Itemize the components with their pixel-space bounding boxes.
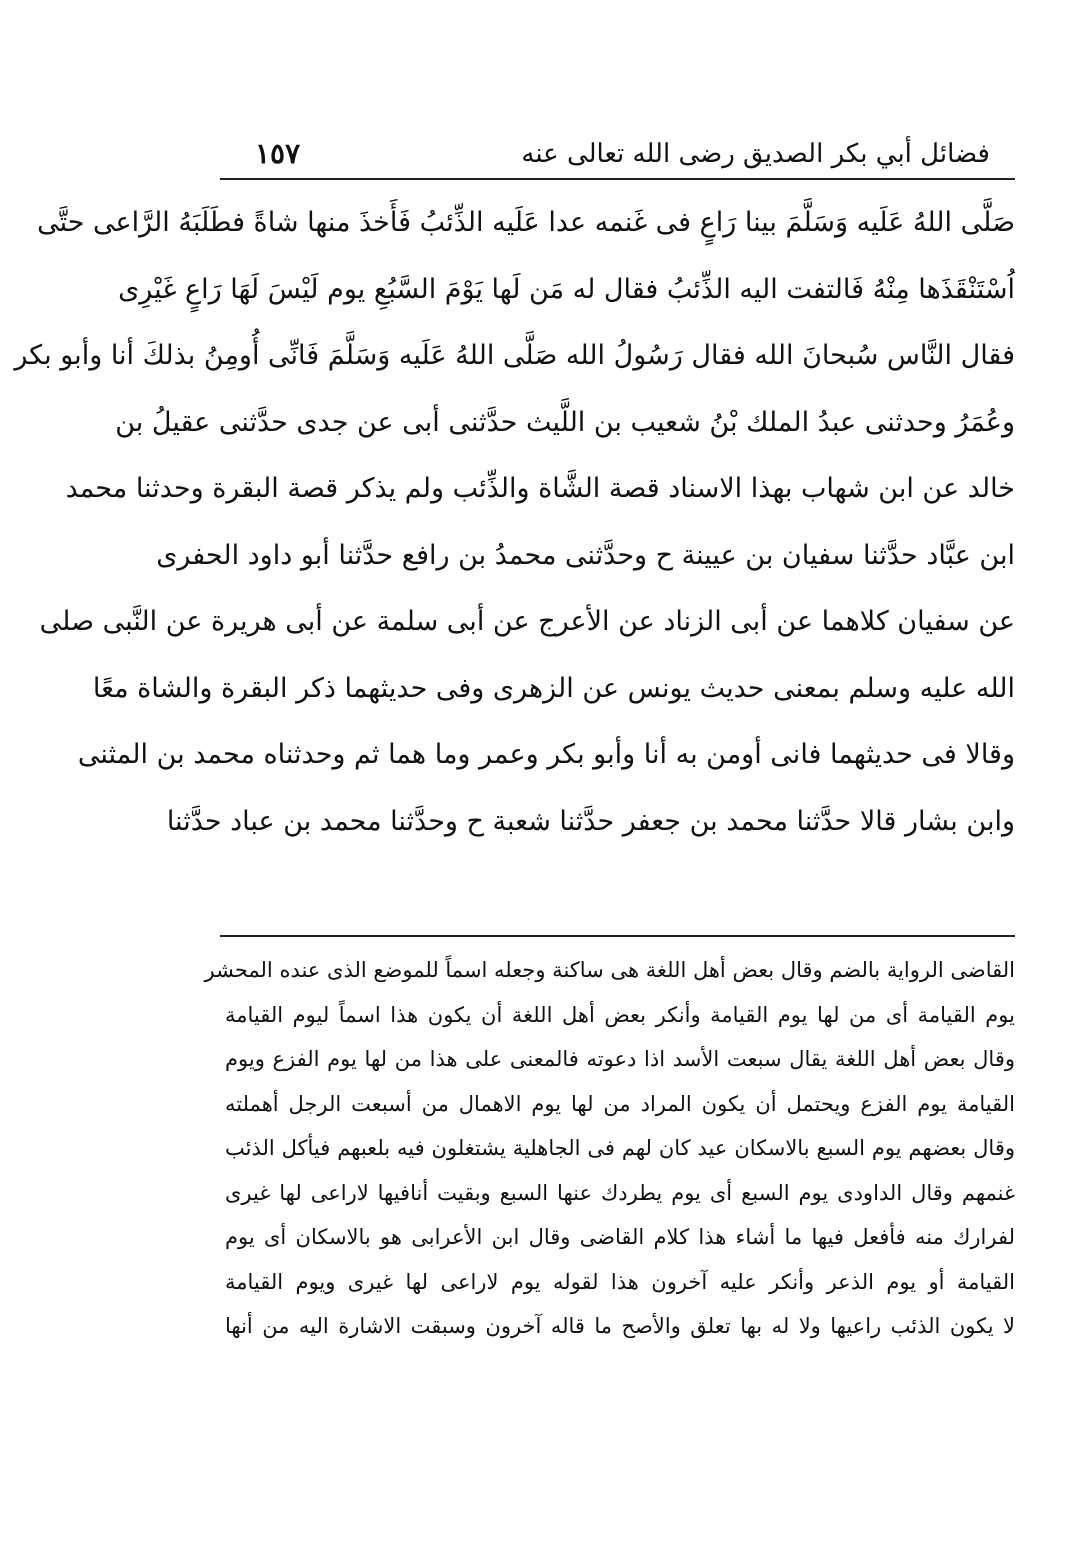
header-rule [220,178,1015,180]
footnote-line: وقال بعض أهل اللغة يقال سبعت الأسد اذا دعوته فالمعنى على هذا من لها يوم الفزع ويوم [225,1047,1015,1071]
footnote-block [204,948,1015,1349]
page-number: ١٥٧ [255,137,301,170]
main-text-line: وقالا فى حديثهما فانى أومن به أنا وأبو بكر وعمر وما هما ثم وحدثناه محمد بن المثنى [77,739,1015,770]
main-text-line: صَلَّى اللهُ عَلَيه وَسَلَّمَ بينا رَاعٍ فى غَنمه عدا عَلَيه الذِّئبُ فَأَخذَ منها شاةً فطَلَبَهُ الرَّاعى حتَّى [37,207,1015,238]
footnote-line: غنمهم وقال الداودى يوم السبع أى يوم يطردك عنها السبع وبقيت أنافيها لاراعى لها غيرى [225,1180,1015,1205]
page-header [220,132,1015,176]
main-text-line: وعُمَرُ وحدثنى عبدُ الملك بْنُ شعيب بن اللَّيث حدَّثنى أبى عن جدى حدَّثنى عقيلُ بن [115,406,1015,438]
footnote-line: يوم القيامة أى من لها يوم القيامة وأنكر بعض أهل اللغة أن يكون هذا اسماً ليوم القيامة [225,1002,1015,1027]
main-text-line: عن سفيان كلاهما عن أبى الزناد عن الأعرج عن أبى سلمة عن أبى هريرة عن النَّبى صلى [39,606,1015,637]
footnote-line: القيامة أو يوم الذعر وأنكر عليه آخرون هذا لقوله يوم لاراعى لها غيرى ويوم القيامة [225,1269,1015,1294]
main-text-line: اُسْتَنْقَذَها مِنْهُ فَالتفت اليه الذِّئبُ فقال له مَن لَها يَوْمَ السَّبُعِ يوم لَيْسَ لَهَا رَاعٍ غَيْرِى [118,273,1015,305]
footnote-line: وقال بعضهم يوم السبع بالاسكان عيد كان لهم فى الجاهلية يشتغلون فيه بلعبهم فيأكل الذئب [225,1136,1015,1160]
main-text-line: فقال النَّاس سُبحانَ الله فقال رَسُولُ الله صَلَّى اللهُ عَلَيه وَسَلَّمَ فَانِّى أُومِنُ بذلكَ أنا وأبو بكر [14,340,1015,371]
footnote-line: القاضى الرواية بالضم وقال بعض أهل اللغة هى ساكنة وجعله اسماً للموضع الذى عنده المحشر [204,958,1015,982]
running-title: فضائل أبي بكر الصديق رضى الله تعالى عنه [521,139,990,169]
footnote-line: لفرارك منه فأفعل فيها ما أشاء هذا كلام القاضى وقال ابن الأعرابى هو بالاسكان أى يوم [225,1225,1015,1249]
footnote-separator [220,935,1015,937]
main-text-line: خالد عن ابن شهاب بهذا الاسناد قصة الشَّاة والذِّئب ولم يذكر قصة البقرة وحدثنا محمد [65,473,1015,504]
footnote-line: لا يكون الذئب راعيها ولا له بها تعلق والأصح ما قاله آخرون وسبقت الاشارة اليه من أنها [225,1314,1015,1338]
main-text-block [14,190,1015,855]
main-text-line: الله عليه وسلم بمعنى حديث يونس عن الزهرى وفى حديثهما ذكر البقرة والشاة معًا [92,672,1015,704]
main-text-line: وابن بشار قالا حدَّثنا محمد بن جعفر حدَّثنا شعبة ح وحدَّثنا محمد بن عباد حدَّثنا [166,805,1015,837]
main-text-line: ابن عبَّاد حدَّثنا سفيان بن عيينة ح وحدَّثنى محمدُ بن رافع حدَّثنا أبو داود الحفرى [156,539,1015,571]
footnote-line: القيامة يوم الفزع ويحتمل أن يكون المراد من لها يوم الاهمال من أسبعت الرجل أهملته [225,1091,1015,1116]
